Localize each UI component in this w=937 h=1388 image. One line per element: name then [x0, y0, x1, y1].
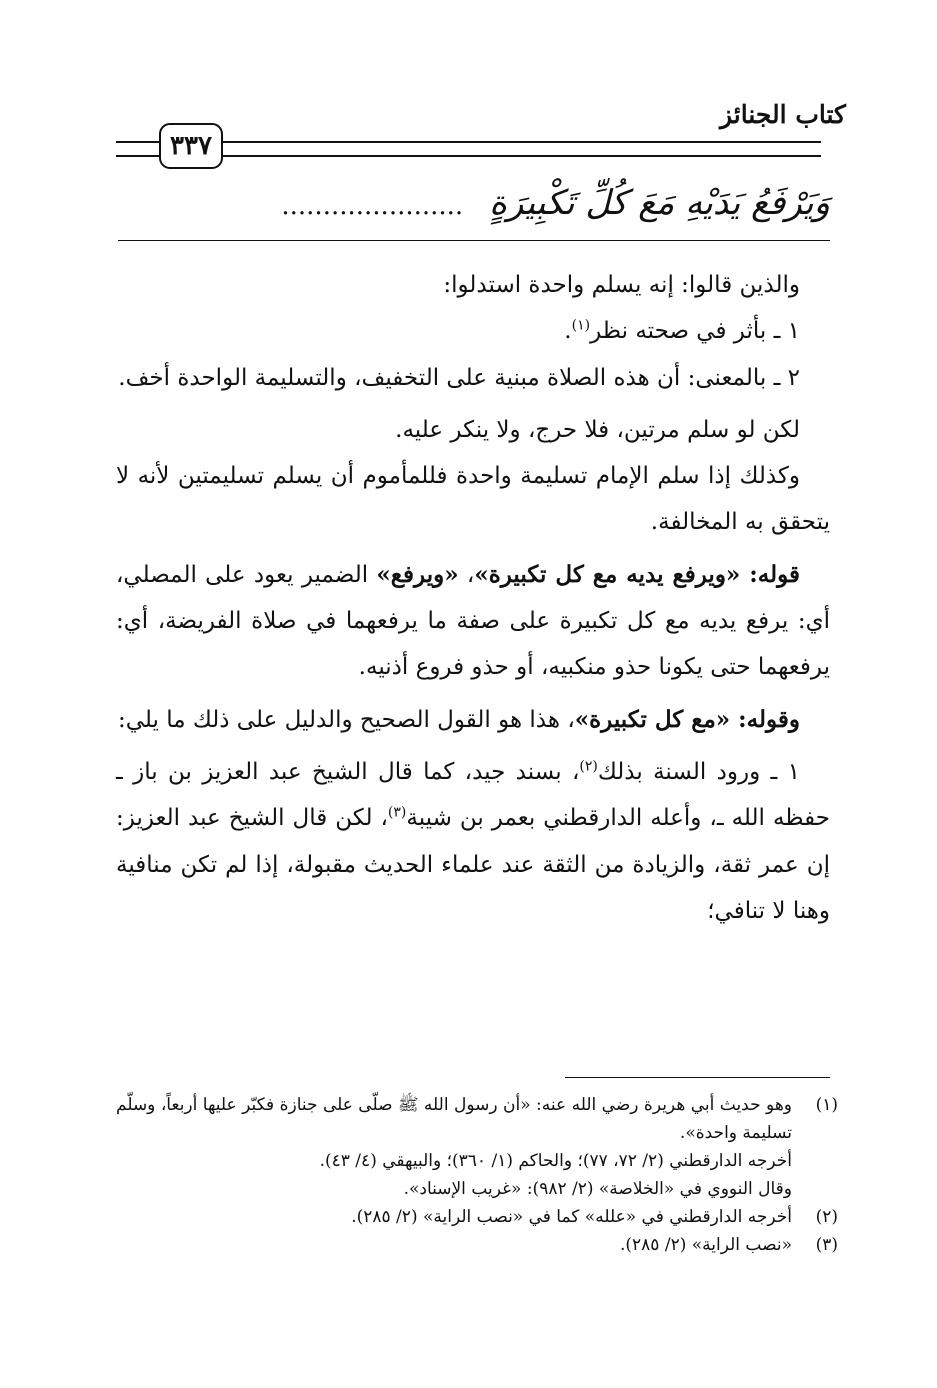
header-rule-right	[223, 141, 821, 157]
matn-text: وَيَرْفَعُ يَدَيْهِ مَعَ كُلِّ تَكْبِيرَةٍ	[489, 183, 830, 223]
paragraph-6-sep: ،	[458, 561, 475, 588]
footnote-3-number: (٣)	[815, 1235, 838, 1255]
paragraph-8-c: ، لكن قال الشيخ عبد العزيز: إن عمر ثقة، والزيادة من الثقة عند علماء الحديث مقبولة، إذا لم تكن منافية وهنا لا تنافي؛	[116, 805, 830, 924]
paragraph-4: لكن لو سلم مرتين، فلا حرج، ولا ينكر عليه.	[395, 416, 800, 443]
footnote-1-line-3: وقال النووي في «الخلاصة» (٢/ ٩٨٢): «غريب الإسناد».	[403, 1179, 792, 1199]
paragraph-3: ٢ ـ بالمعنى: أن هذه الصلاة مبنية على التخفيف، والتسليمة الواحدة أخف.	[118, 364, 800, 391]
matn-line	[118, 172, 830, 234]
footnote-ref-3[interactable]: (٣)	[387, 804, 407, 821]
paragraph-5: وكذلك إذا سلم الإمام تسليمة واحدة فللمأموم أن يسلم تسليمتين لأنه لا يتحقق به المخالفة.	[116, 463, 830, 536]
matn-dots: ......................	[281, 191, 464, 221]
paragraph-7-rest: ، هذا هو القول الصحيح والدليل على ذلك ما يلي:	[117, 706, 575, 733]
running-head-title: كتاب الجنائز	[720, 100, 846, 129]
paragraph-6-rest: الضمير يعود على المصلي، أي: يرفع يديه مع كل تكبيرة على صفة ما يرفعهما في صلاة الفريضة، أي: يرفعهما حتى يكونا حذو منكبيه، أو حذو فروع أذنيه.	[116, 561, 830, 681]
paragraph-1: والذين قالوا: إنه يسلم واحدة استدلوا:	[443, 272, 800, 298]
paragraph-2-end: .	[564, 318, 572, 345]
footnote-divider	[565, 1077, 830, 1078]
header-rule-left	[116, 141, 160, 157]
footnotes	[116, 1091, 838, 1259]
page-number: ٣٣٧	[159, 123, 223, 169]
paragraph-6	[116, 552, 830, 691]
body-text	[116, 262, 830, 934]
footnote-2-number: (٢)	[815, 1207, 838, 1227]
footnote-1-text: وهو حديث أبي هريرة رضي الله عنه: «أن رسول الله ﷺ صلّى على جنازة فكبّر عليها أربعاً، وسلّم تسليمة واحدة».	[116, 1095, 792, 1143]
footnote-1-line-2: أخرجه الدارقطني (٢/ ٧٢، ٧٧)؛ والحاكم (١/ ٣٦٠)؛ والبيهقي (٤/ ٤٣).	[319, 1151, 792, 1171]
paragraph-2-text: ١ ـ بأثر في صحته نظر	[590, 318, 800, 345]
footnote-2	[116, 1203, 838, 1231]
paragraph-6-lead: قوله: «ويرفع يديه مع كل تكبيرة»	[474, 560, 800, 588]
footnote-3	[116, 1231, 838, 1259]
footnote-3-text: «نصب الراية» (٢/ ٢٨٥).	[620, 1235, 792, 1255]
paragraph-7	[116, 697, 830, 743]
footnote-ref-1[interactable]: (١)	[571, 317, 591, 334]
paragraph-7-lead: وقوله: «مع كل تكبيرة»	[574, 705, 800, 733]
paragraph-8	[116, 749, 830, 934]
paragraph-8-a: ١ ـ ورود السنة بذلك	[597, 758, 801, 785]
paragraph-6-word: «ويرفع»	[376, 560, 459, 588]
footnote-ref-2[interactable]: (٢)	[579, 758, 598, 775]
paragraph-2	[116, 308, 830, 354]
footnote-2-text: أخرجه الدارقطني في «علله» كما في «نصب الراية» (٢/ ٢٨٥).	[351, 1207, 792, 1227]
paragraph-8-b: ، بسند جيد، كما قال الشيخ عبد العزيز بن باز ـ حفظه الله ـ، وأعله الدارقطني بعمر بن شيبة	[116, 758, 830, 832]
footnote-1	[116, 1091, 838, 1203]
footnote-1-number: (١)	[815, 1095, 838, 1115]
matn-divider	[118, 240, 830, 241]
